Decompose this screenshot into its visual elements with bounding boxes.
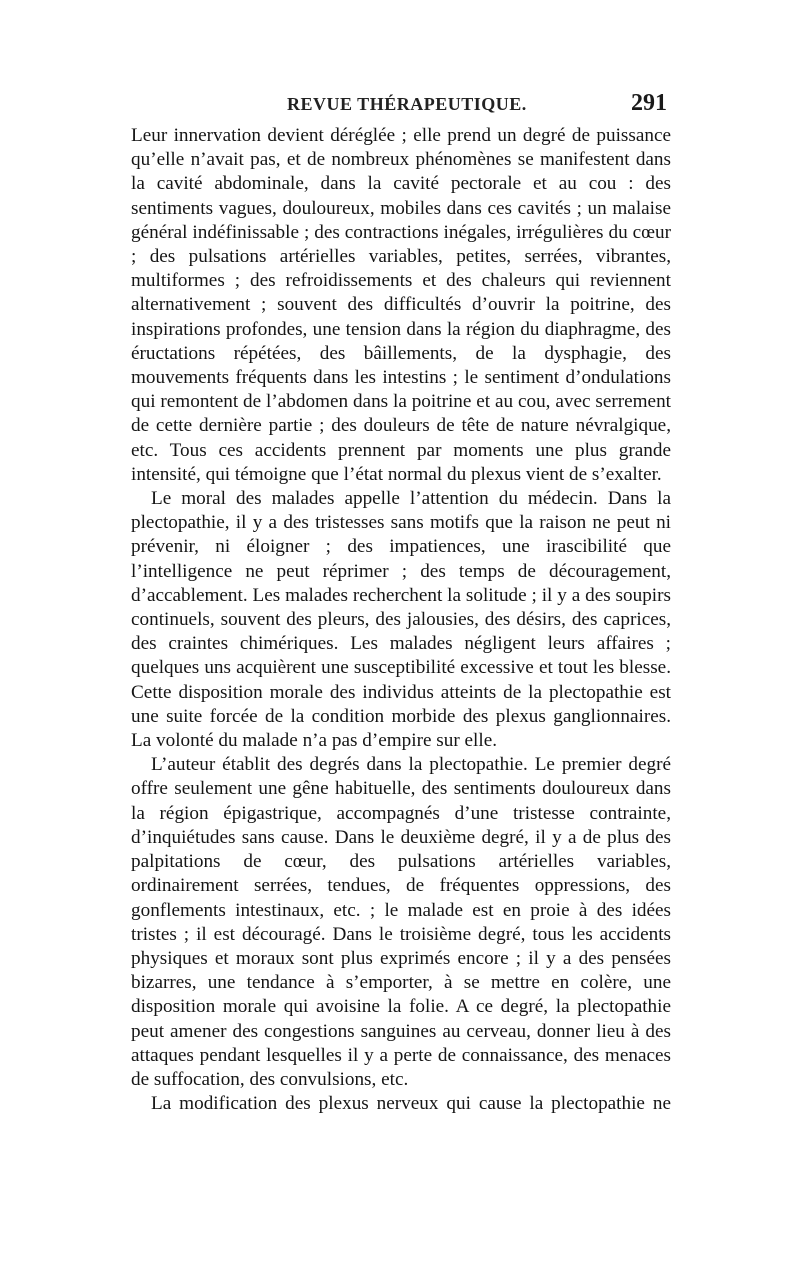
paragraph-3: L’auteur établit des degrés dans la plectopathie. Le premier degré offre seulement une gêne habituelle, des sentiments douloureux dans la région épigastrique, accompagnés d’une tristesse contrainte, d’inquiétudes sans cause. Dans le deuxième degré, il y a de plus des palpitations de cœur, des pulsations artérielles variables, ordinairement serrées, tendues, de fréquentes oppressions, des gonflements intestinaux, etc. ; le malade est en proie à des idées tristes ; il est découragé. Dans le troisième degré, tous les accidents physiques et moraux sont plus exprimés encore ; il y a des pensées bizarres, une tendance à s’emporter, à se mettre en colère, une disposition morale qui avoisine la folie. A ce degré, la plectopathie peut amener des congestions sanguines au cerveau, donner lieu à des attaques pendant lesquelles il y a perte de connaissance, des menaces de suffocation, des convulsions, etc. xyxy=(131,754,671,1090)
paragraph-4: La modification des plexus nerveux qui cause la plectopathie ne xyxy=(151,1093,671,1115)
book-page xyxy=(131,90,671,1116)
body-text xyxy=(131,124,671,1116)
running-title: REVUE THÉRAPEUTIQUE. xyxy=(287,94,527,114)
running-head xyxy=(131,90,671,124)
paragraph-2: Le moral des malades appelle l’attention du médecin. Dans la plectopathie, il y a des tristesses sans motifs que la raison ne peut ni prévenir, ni éloigner ; des impatiences, une irascibilité que l’intelligence ne peut réprimer ; des temps de découragement, d’accablement. Les malades recherchent la solitude ; il y a des soupirs continuels, souvent des pleurs, des jalousies, des désirs, des caprices, des craintes chimériques. Les malades négligent leurs affaires ; quelques uns acquièrent une susceptibilité excessive et tout les blesse. Cette disposition morale des individus atteints de la plectopathie est une suite forcée de la condition morbide des plexus ganglionnaires. La volonté du malade n’a pas d’empire sur elle. xyxy=(131,488,671,752)
page-number: 291 xyxy=(631,90,667,116)
paragraph-1: Leur innervation devient déréglée ; elle prend un degré de puissance qu’elle n’avait pas, et de nombreux phénomènes se manifestent dans la cavité abdominale, dans la cavité pectorale et au cou : des sentiments vagues, douloureux, mobiles dans ces cavités ; un malaise général indéfinissable ; des contractions inégales, irrégulières du cœur ; des pulsations artérielles variables, petites, serrées, vibrantes, multiformes ; des refroidissements et des chaleurs qui reviennent alternativement ; souvent des difficultés d’ouvrir la poitrine, des inspirations profondes, une tension dans la région du diaphragme, des éructations répétées, des bâillements, de la dysphagie, des mouvements fréquents dans les intestins ; le sentiment d’ondulations qui remontent de l’abdomen dans la poitrine et au cou, avec serrement de cette dernière partie ; des douleurs de tête de nature névralgique, etc. Tous ces accidents prennent par moments une plus grande intensité, qui témoigne que l’état normal du plexus vient de s’exalter. xyxy=(131,125,671,485)
